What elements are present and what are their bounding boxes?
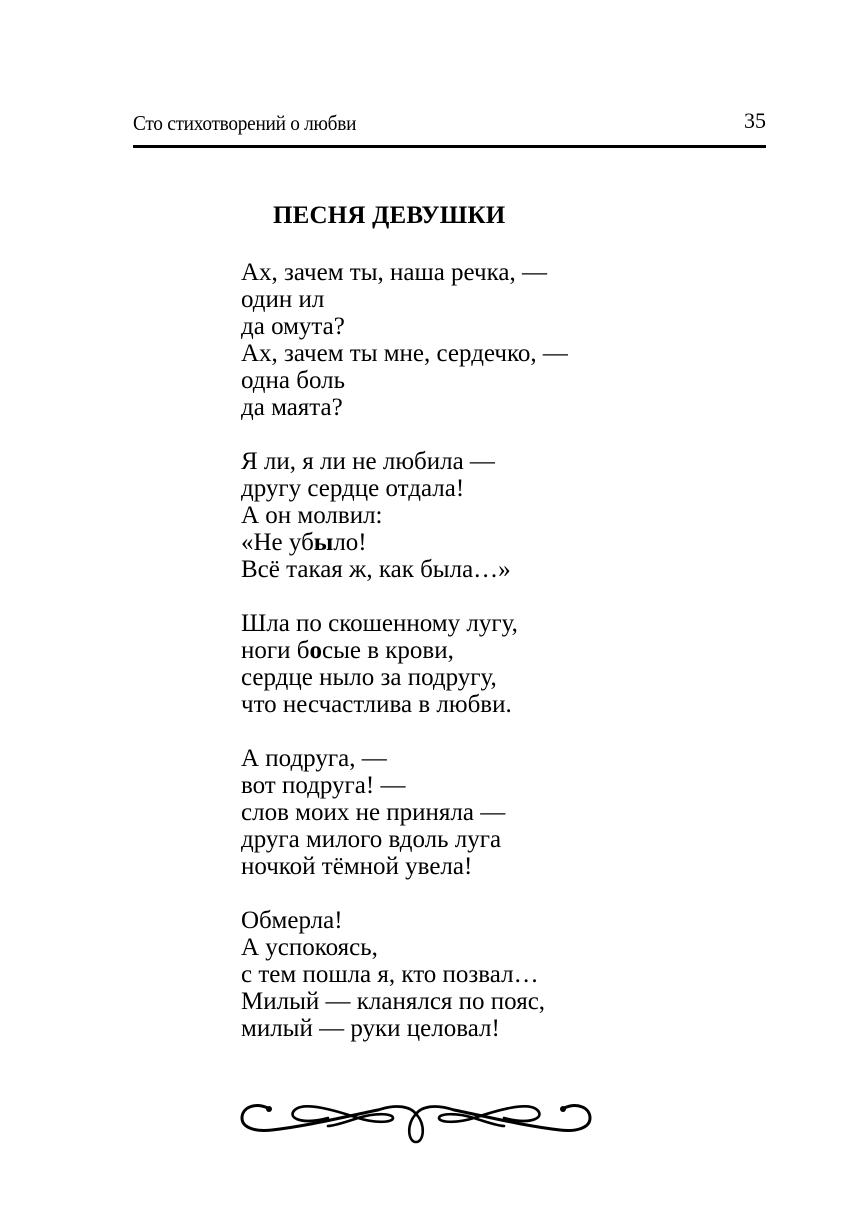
verse-line: что несчастлива в любви. xyxy=(241,691,512,718)
verse-line: Ах, зачем ты, наша речка, — xyxy=(241,259,547,286)
stanza-3 xyxy=(241,610,568,718)
verse-line: Обмерла! xyxy=(241,907,343,934)
verse-line: А подруга, — xyxy=(241,745,387,772)
running-head xyxy=(133,108,766,138)
verse-line: Шла по скошенному лугу, xyxy=(241,610,518,637)
line-text: ло! xyxy=(333,529,367,556)
line-text: сые в крови, xyxy=(321,637,454,664)
line-text: «Не уб xyxy=(241,529,314,556)
poem-body xyxy=(241,259,568,1069)
stressed-vowel: о xyxy=(309,637,322,664)
verse-line: да омута? xyxy=(241,313,345,340)
stressed-vowel: ы xyxy=(313,529,334,556)
verse-line: слов моих не приняла — xyxy=(241,799,506,826)
verse-line: другу сердце отдала! xyxy=(241,475,465,502)
header-rule xyxy=(133,145,766,148)
verse-line: с тем пошла я, кто позвал… xyxy=(241,961,539,988)
verse-line: милый — руки целовал! xyxy=(241,1015,500,1042)
verse-line: Милый — кланялся по пояс, xyxy=(241,988,546,1015)
stanza-2 xyxy=(241,448,568,583)
stanza-5 xyxy=(241,907,568,1042)
verse-line: один ил xyxy=(241,286,325,313)
verse-line-stressed xyxy=(241,529,568,556)
stanza-4 xyxy=(241,745,568,880)
line-text: ноги б xyxy=(241,637,310,664)
verse-line: Я ли, я ли не любила — xyxy=(241,448,495,475)
verse-line: ночкой тёмной увела! xyxy=(241,853,473,880)
verse-line: сердце ныло за подругу, xyxy=(241,664,497,691)
verse-line: вот подруга! — xyxy=(241,772,406,799)
verse-line: одна боль xyxy=(241,367,345,394)
verse-line: А он молвил: xyxy=(241,502,383,529)
verse-line: Всё такая ж, как была…» xyxy=(241,556,511,583)
verse-line: друга милого вдоль луга xyxy=(241,826,502,853)
stanza-1 xyxy=(241,259,568,421)
verse-line-stressed xyxy=(241,637,568,664)
page-number: 35 xyxy=(744,108,766,133)
poem-title: ПЕСНЯ ДЕВУШКИ xyxy=(273,202,506,229)
verse-line: да маята? xyxy=(241,394,343,421)
verse-line: А успокоясь, xyxy=(241,934,378,961)
running-title: Сто стихотворений о любви xyxy=(133,111,357,135)
flourish-divider-icon xyxy=(238,1096,594,1148)
verse-line: Ах, зачем ты мне, сердечко, — xyxy=(241,340,568,367)
